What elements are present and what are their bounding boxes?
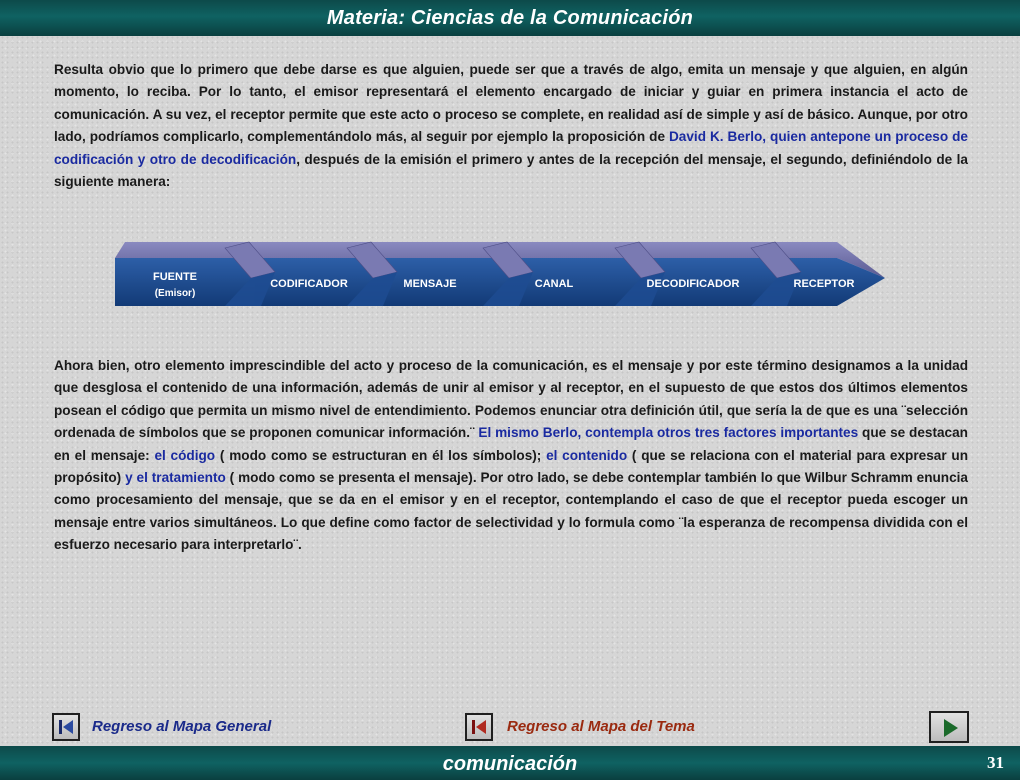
- message-text-5: ( modo como se presenta el mensaje). Por otro lado, se debe contemplar también lo que Wilbur Schramm enuncia como procesamiento del mensaje, que se da en el emisor y en el receptor, contemplando el caso de que el receptor pueda escoger un mensaje entre varios simultáneos. Lo que define como factor de selectividad y lo formula como ¨la esperanza de recompensa dividida con el esfuerzo necesario para interpretarlo¨.: [54, 470, 968, 553]
- tratamiento-highlight: y el tratamiento: [125, 470, 226, 486]
- mapa-general-link[interactable]: Regreso al Mapa General: [92, 718, 272, 735]
- berlo-highlight: David K. Berlo, quien antepone un proceso de codificación y otro de decodificación: [54, 129, 968, 167]
- node-mensaje: MENSAJE: [403, 278, 457, 290]
- footer-title: comunicación: [442, 753, 578, 775]
- page-number: 31: [987, 753, 1004, 772]
- node-codificador: CODIFICADOR: [270, 278, 348, 290]
- next-page-button[interactable]: [929, 711, 969, 743]
- node-fuente: FUENTE: [153, 271, 197, 283]
- play-next-icon: [933, 715, 967, 741]
- node-fuente-sub: (Emisor): [154, 288, 196, 299]
- message-text-2: que se destacan en el mensaje:: [54, 425, 968, 463]
- first-page-button[interactable]: [52, 713, 80, 741]
- intro-text-1: Resulta obvio que lo primero que debe darse es que alguien, puede ser que a través de algo, emita un mensaje y que alguien, en algún momento, lo reciba. Por lo tanto, el emisor representará el elemento encargado de iniciar y guiar en primera instancia el acto de comunicación. A su vez, el receptor permite que este acto o proceso se complete, en realidad así de simple y así de básico. Aunque, por otro lado, podríamos complicarlo, complementándolo más, al seguir por ejemplo la proposición de: [54, 62, 968, 145]
- header-bar: [0, 0, 1020, 36]
- node-receptor: RECEPTOR: [793, 278, 855, 290]
- intro-text-2: , después de la emisión el primero y antes de la recepción del mensaje, el segundo, definiéndolo de la siguiente manera:: [54, 151, 968, 190]
- page-title: Materia: Ciencias de la Comunicación: [326, 7, 694, 29]
- communication-process-diagram: [115, 238, 905, 313]
- topic-map-button[interactable]: [465, 713, 493, 741]
- node-decodificador: DECODIFICADOR: [646, 278, 740, 290]
- first-page-icon: [56, 717, 76, 737]
- message-paragraph: [54, 355, 968, 557]
- footer-bar: [0, 746, 1020, 780]
- message-text-1: Ahora bien, otro elemento imprescindible del acto y proceso de la comunicación, es el mensaje y por este término designamos a la unidad que desglosa el contenido de una información, además de unir al emisor y al receptor, en el supuesto de que estos dos últimos elementos posean el código que permita un mismo nivel de entendimiento. Podemos enunciar otra definición útil, que sería la de que es una ¨selección ordenada de símbolos que se proponen comunicar información.¨: [54, 358, 968, 441]
- mapa-tema-link[interactable]: Regreso al Mapa del Tema: [507, 718, 695, 735]
- message-text-3: ( modo como se estructuran en él los símbolos);: [215, 447, 547, 463]
- berlo-factors-highlight: El mismo Berlo, contempla otros tres factores importantes: [478, 425, 859, 441]
- contenido-highlight: el contenido: [546, 447, 628, 463]
- message-text-4: ( que se relaciona con el material para expresar un propósito): [54, 447, 968, 486]
- codigo-highlight: el código: [154, 447, 216, 463]
- topic-back-icon: [469, 717, 489, 737]
- node-canal: CANAL: [534, 278, 574, 290]
- intro-paragraph: [54, 59, 968, 193]
